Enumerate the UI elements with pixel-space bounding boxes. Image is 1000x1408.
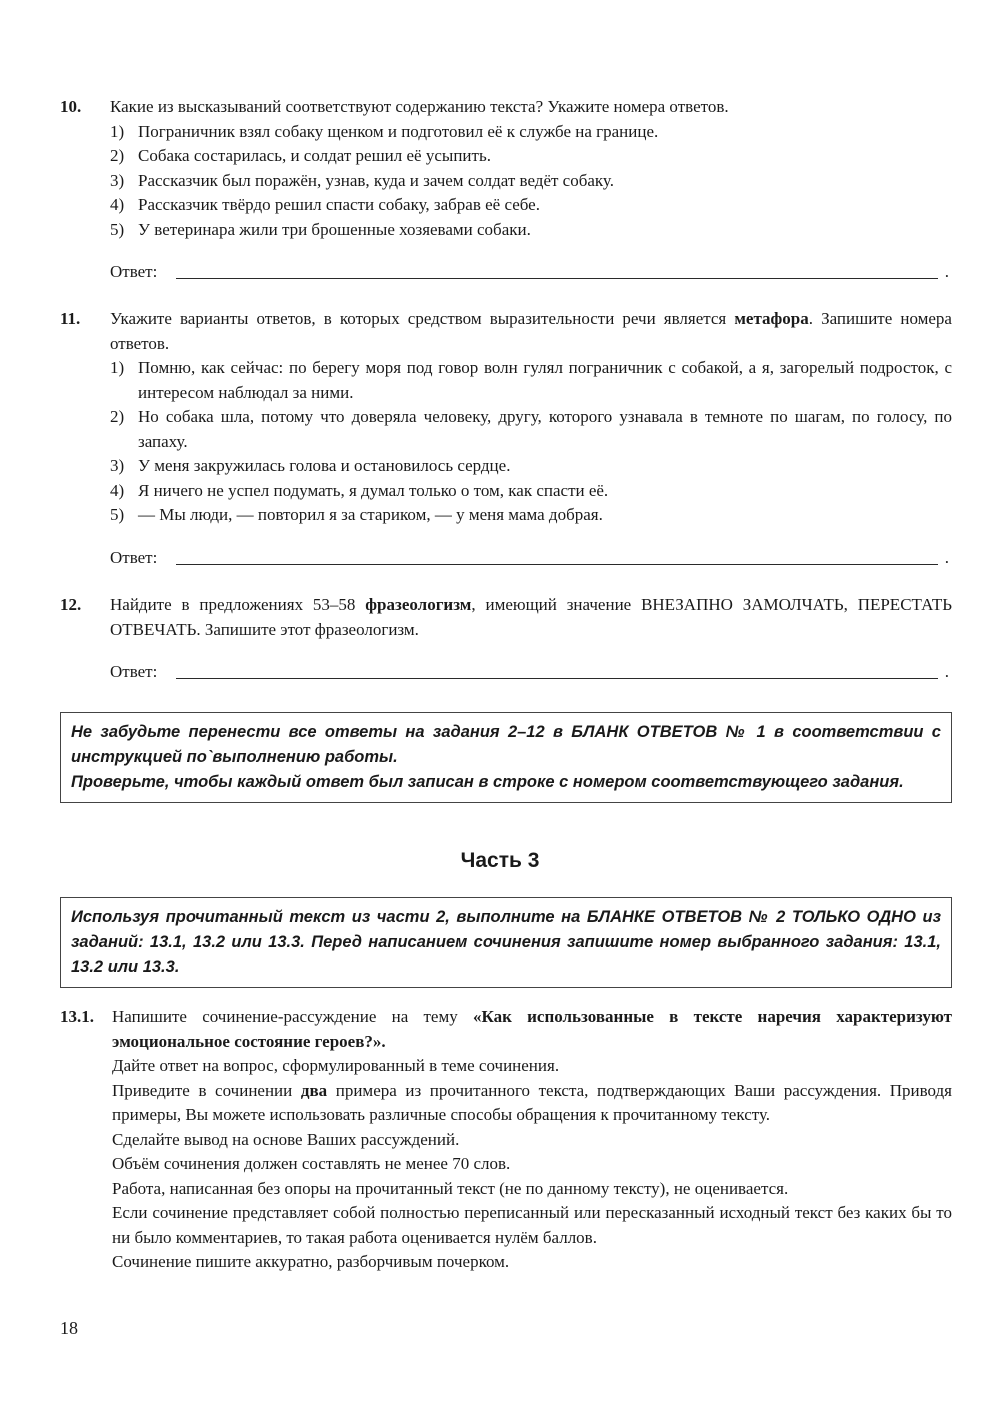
answer-option [110,120,952,145]
task-number: 11. [60,309,81,328]
answer-field[interactable] [110,260,952,284]
task-number: 12. [60,595,82,614]
answer-option [110,479,952,504]
essay-topic-title: «Как использованные в тексте наречия характеризуют эмоциональное состояние героев?». [112,1007,953,1051]
term-phraseologism: фразеологизм [365,595,472,614]
option-text: — Мы люди, — повторил я за стариком, — у меня мама добрая. [138,505,603,524]
instruction-paragraph: Дайте ответ на вопрос, сформулированный в теме сочинения. [112,1056,560,1075]
term-metaphor: метафора [734,309,809,328]
task-question: Какие из высказываний соответствуют содержанию текста? Укажите номера ответов. [110,97,729,116]
task-number: 10. [60,97,82,116]
answer-option [110,218,952,243]
page-number: 18 [60,1318,78,1338]
answer-option [110,169,952,194]
option-text: Рассказчик твёрдо решил спасти собаку, забрав её себе. [138,195,540,214]
instruction-paragraph: Если сочинение представляет собой полностью переписанный или пересказанный исходный текст без каких бы то ни было комментариев, то такая работа оценивается нулём баллов. [112,1203,952,1247]
option-number: 4) [110,195,125,214]
option-number: 5) [110,219,125,239]
task-11 [60,307,952,570]
answer-underline[interactable] [176,564,938,565]
answer-underline[interactable] [176,678,938,679]
task-question: Укажите варианты ответов, в которых средством выразительности речи является метафора. Запишите номера ответов. [110,309,952,353]
option-text: Я ничего не успел подумать, я думал только о том, как спасти её. [138,480,609,500]
answer-label: Ответ: [110,547,158,567]
answer-field[interactable] [110,660,952,684]
option-number: 2) [110,146,125,165]
task-number: 13.1. [60,1007,94,1026]
answer-option [110,454,952,479]
task-13-1 [60,1005,952,1275]
part3-instruction [60,897,952,988]
option-number: 4) [110,480,125,500]
option-number: 1) [110,121,125,141]
answer-field[interactable] [110,546,952,570]
instruction-paragraph: Приведите в сочинении два примера из прочитанного текста, подтверждающих Ваши рассуждения. Приводя примеры, Вы можете использовать различные способы обращения к прочитанному тексту. [112,1080,952,1124]
option-number: 5) [110,505,125,524]
answer-option [110,405,952,454]
answer-option [110,193,952,218]
answer-dot: . [944,662,949,681]
answer-label: Ответ: [110,662,158,681]
option-text: Собака состарилась, и солдат решил её усыпить. [138,146,491,165]
transfer-answers-notice [60,712,952,803]
option-text: Помню, как сейчас: по берегу моря под говор волн гулял пограничник с собакой, а я, загорелый подросток, с интересом наблюдал за ними. [138,358,952,402]
answer-dot: . [944,262,949,281]
instruction-paragraph: Объём сочинения должен составлять не менее 70 слов. [112,1154,511,1173]
option-number: 3) [110,456,125,475]
option-number: 3) [110,170,125,190]
instruction-paragraph: Сделайте вывод на основе Ваших рассуждений. [112,1129,460,1149]
part-title: Часть 3 [460,849,540,872]
answer-option [110,503,952,528]
task-question: Найдите в предложениях 53–58 фразеологизм, имеющий значение ВНЕЗАПНО ЗАМОЛЧАТЬ, ПЕРЕСТАТЬ ОТВЕЧАТЬ. Запишите этот фразеологизм. [110,595,952,639]
option-number: 2) [110,407,125,426]
essay-topic: Напишите сочинение-рассуждение на тему «Как использованные в тексте наречия характеризуют эмоциональное состояние героев?». [112,1007,953,1051]
option-text: Рассказчик был поражён, узнав, куда и зачем солдат ведёт собаку. [138,170,614,190]
option-text: У меня закружилась голова и остановилось сердце. [138,456,511,475]
answer-underline[interactable] [176,278,938,279]
option-number: 1) [110,358,125,377]
instruction-text: Используя прочитанный текст из части 2, выполните на БЛАНКЕ ОТВЕТОВ № 2 ТОЛЬКО ОДНО из заданий: 13.1, 13.2 или 13.3. Перед написанием сочинения запишите номер выбранного задания: 13.1, 13.2 или 13.3. [71,908,941,976]
answer-option [110,356,952,405]
task-10 [60,95,952,284]
notice-line: Не забудьте перенести все ответы на задания 2–12 в БЛАНК ОТВЕТОВ № 1 в соответствии с инструкцией по`выполнению работы. [71,723,941,766]
answer-dot: . [944,547,949,567]
instruction-paragraph: Работа, написанная без опоры на прочитанный текст (не по данному тексту), не оценивается. [112,1178,789,1198]
answer-label: Ответ: [110,262,158,281]
instruction-paragraph: Сочинение пишите аккуратно, разборчивым почерком. [112,1252,510,1271]
task-12 [60,593,952,684]
option-text: У ветеринара жили три брошенные хозяевами собаки. [138,219,531,239]
option-text: Но собака шла, потому что доверяла человеку, другу, которого узнавала в темноте по шагам, по голосу, по запаху. [138,407,952,451]
option-text: Пограничник взял собаку щенком и подготовил её к службе на границе. [138,121,659,141]
answer-option [110,144,952,169]
notice-line: Проверьте, чтобы каждый ответ был записан в строке с номером соответствующего задания. [71,773,904,791]
